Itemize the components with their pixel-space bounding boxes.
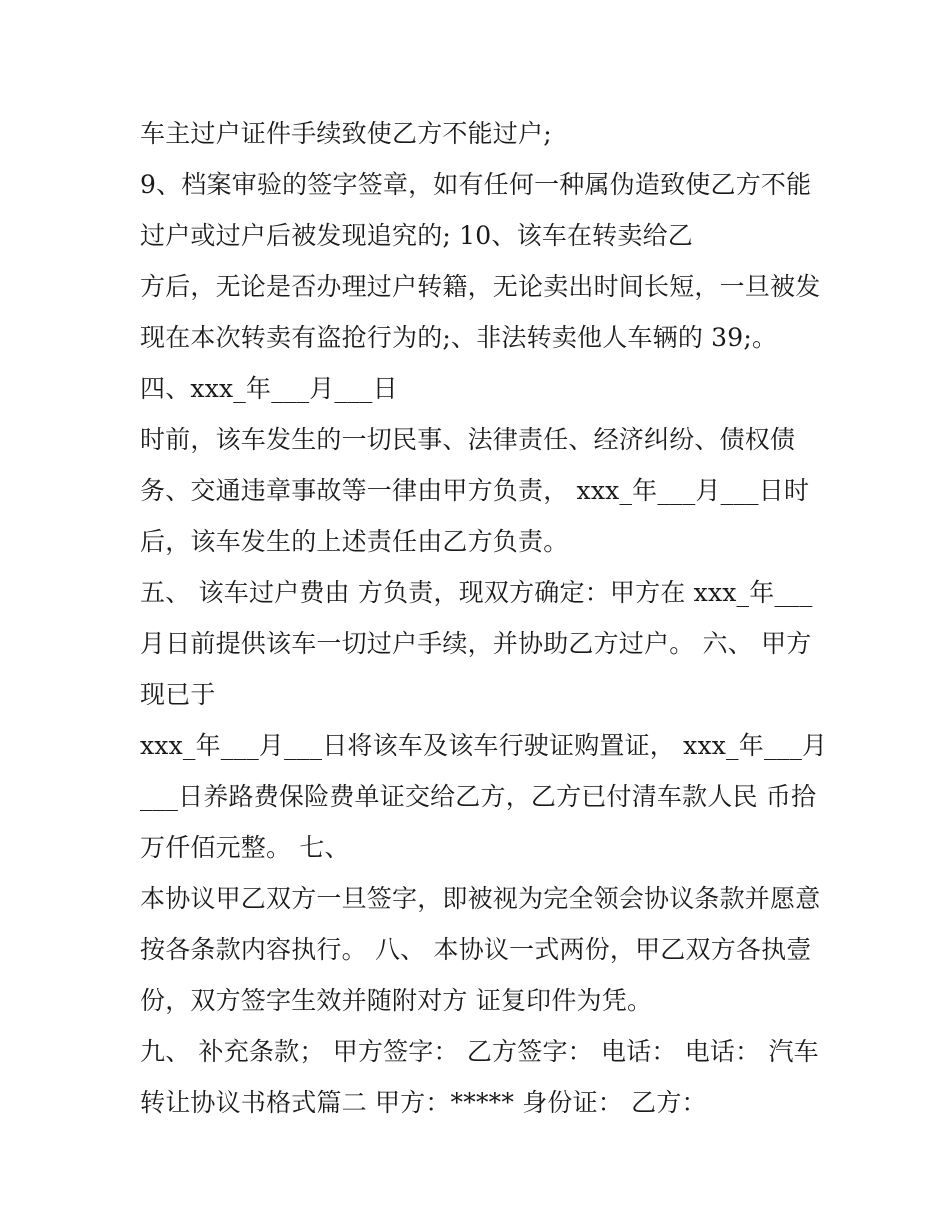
text-line: 五、 该车过户费由 方负责，现双方确定：甲方在 xxx_年___ [140,578,813,607]
text-line: 按各条款内容执行。 八、 本协议一式两份，甲乙双方各执壹 [140,935,812,964]
text-line: 时前，该车发生的一切民事、法律责任、经济纠纷、债权债 [140,425,796,454]
document-body [140,108,830,1128]
text-line: 四、xxx_年___月___日 [140,374,398,403]
text-line: ___日养路费保险费单证交给乙方，乙方已付清车款人民 币拾 [140,782,817,811]
text-line: 份，双方签字生效并随附对方 证复印件为凭。 [140,986,653,1015]
text-line: xxx_年___月___日将该车及该车行驶证购置证， xxx_年___月 [140,731,828,760]
text-line: 方后，无论是否办理过户转籍，无论卖出时间长短，一旦被发 [140,272,821,301]
text-line: 月日前提供该车一切过户手续，并协助乙方过户。 六、 甲方 [140,629,812,658]
text-line: 现已于 [140,680,216,709]
text-line: 万仟佰元整。 七、 [140,833,350,862]
text-line: 本协议甲乙双方一旦签字，即被视为完全领会协议条款并愿意 [140,884,821,913]
text-line: 现在本次转卖有盗抢行为的;、非法转卖他人车辆的 39;。 [140,323,778,352]
text-line: 转让协议书格式篇二 甲方：***** 身份证： 乙方： [140,1088,707,1117]
text-line: 9、档案审验的签字签章，如有任何一种属伪造致使乙方不能 [140,170,812,199]
text-line: 务、交通违章事故等一律由甲方负责， xxx_年___月___日时 [140,476,810,505]
text-line: 后，该车发生的上述责任由乙方负责。 [140,527,569,556]
text-line: 车主过户证件手续致使乙方不能过户; [140,119,552,148]
text-line: 九、 补充条款； 甲方签字： 乙方签字： 电话： 电话： 汽车 [140,1037,819,1066]
text-line: 过户或过户后被发现追究的; 10、该车在转卖给乙 [140,221,693,250]
